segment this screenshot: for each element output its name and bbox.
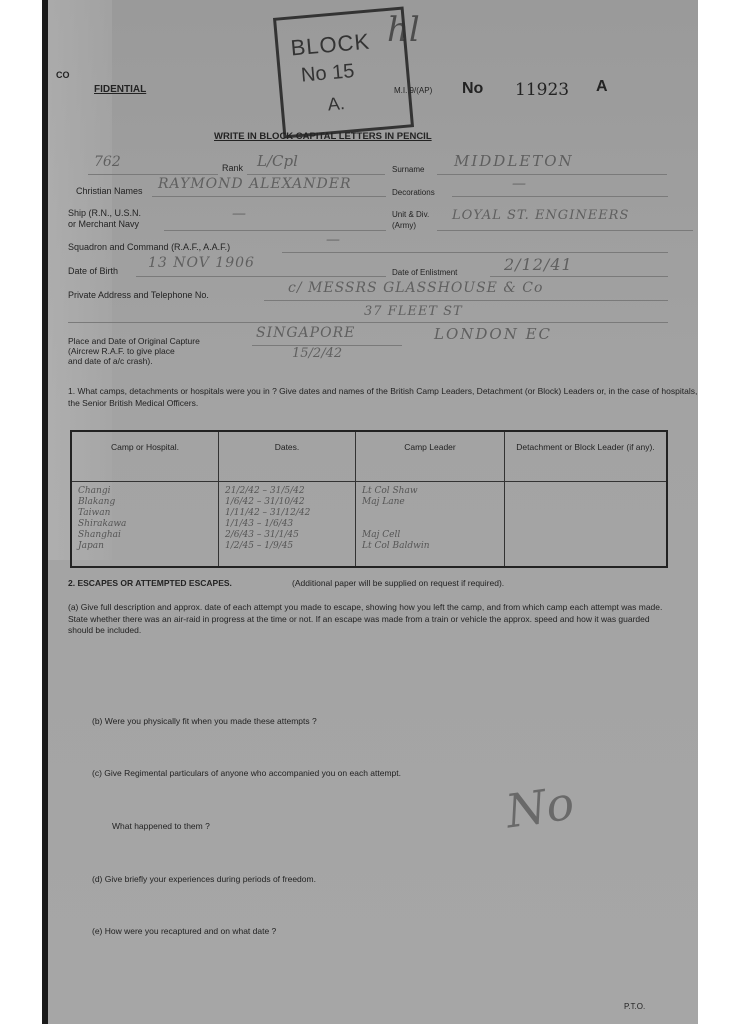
capture-label-3: and date of a/c crash). xyxy=(68,356,153,366)
question-d: (d) Give briefly your experiences during periods of freedom. xyxy=(92,874,316,884)
address-value-1: c/ MESSRS GLASSHOUSE & Co xyxy=(288,280,544,296)
leader-cell xyxy=(362,508,498,519)
col-block-leader-header: Detachment or Block Leader (if any). xyxy=(505,431,668,482)
question-c: (c) Give Regimental particulars of anyone who accompanied you on each attempt. xyxy=(92,768,401,778)
question-c-followup: What happened to them ? xyxy=(112,821,210,831)
section2-note: (Additional paper will be supplied on request if required). xyxy=(292,578,505,588)
confidential-prefix: CO xyxy=(56,70,70,80)
enlistment-value: 2/12/41 xyxy=(504,255,573,274)
address-value-3: LONDON EC xyxy=(434,325,553,343)
address-label: Private Address and Telephone No. xyxy=(68,290,209,300)
unit-label-2: (Army) xyxy=(392,221,416,230)
section1-question: 1. What camps, detachments or hospitals were you in ? Give dates and names of the British Camp Leaders, Detachment (or Block) Leaders or, in the case of hospitals, the Senior British Medical Officers. xyxy=(68,386,698,408)
question-e: (e) How were you recaptured and on what date ? xyxy=(92,926,277,936)
table-cell xyxy=(356,482,505,568)
unit-label-1: Unit & Div. xyxy=(392,210,430,219)
handwritten-initials: hl xyxy=(387,10,420,50)
leader-cell xyxy=(362,519,498,530)
rank-value: L/Cpl xyxy=(257,152,298,170)
decorations-line xyxy=(452,196,668,197)
section2-heading: 2. ESCAPES OR ATTEMPTED ESCAPES. xyxy=(68,578,232,588)
surname-line xyxy=(437,174,667,175)
number-value: 762 xyxy=(94,154,121,170)
dates-cell: 21/2/42 – 31/5/42 xyxy=(225,486,305,496)
christian-names-value: RAYMOND ALEXANDER xyxy=(158,176,352,192)
table-cell xyxy=(505,482,668,568)
dates-cell: 1/2/45 – 1/9/45 xyxy=(225,541,294,551)
col-dates-header: Dates. xyxy=(219,431,356,482)
dob-value: 13 NOV 1906 xyxy=(148,255,255,271)
decorations-value: — xyxy=(512,176,526,192)
christian-names-line xyxy=(152,196,386,197)
decorations-label: Decorations xyxy=(392,188,435,197)
christian-names-label: Christian Names xyxy=(76,186,143,196)
form-code: M.I. 9/(AP) xyxy=(394,86,433,95)
address-value-2: 37 FLEET ST xyxy=(364,304,463,319)
squadron-line xyxy=(282,252,668,253)
capture-label-2: (Aircrew R.A.F. to give place xyxy=(68,346,175,356)
squadron-label: Squadron and Command (R.A.F., A.A.F.) xyxy=(68,242,231,252)
camp-cell: Changi xyxy=(78,486,111,496)
surname-value: MIDDLETON xyxy=(454,152,574,170)
confidential-label: FIDENTIAL xyxy=(94,84,147,95)
dates-cell: 2/6/43 – 31/1/45 xyxy=(225,530,299,540)
capture-place-value: SINGAPORE xyxy=(256,325,356,341)
camp-cell: Shirakawa xyxy=(78,519,127,529)
enlistment-label: Date of Enlistment xyxy=(392,268,458,277)
address-line-1 xyxy=(264,300,668,301)
address-line-2 xyxy=(68,322,668,323)
camp-cell: Taiwan xyxy=(78,508,111,518)
enlistment-line xyxy=(490,276,668,277)
number-label: No xyxy=(462,80,484,97)
pto-label: P.T.O. xyxy=(624,1002,646,1011)
table-cell xyxy=(71,482,219,568)
capture-line xyxy=(252,345,402,346)
stamp-line-1: BLOCK xyxy=(289,28,372,61)
col-camp-header: Camp or Hospital. xyxy=(71,431,219,482)
leader-cell: Maj Cell xyxy=(362,530,401,540)
form-suffix: A xyxy=(596,78,608,95)
dates-cell: 1/11/42 – 31/12/42 xyxy=(225,508,311,518)
camp-cell: Japan xyxy=(78,541,104,551)
table-row xyxy=(71,482,667,568)
dob-line xyxy=(136,276,386,277)
dob-label: Date of Birth xyxy=(68,266,119,276)
unit-value: LOYAL ST. ENGINEERS xyxy=(452,208,630,223)
camp-cell: Shanghai xyxy=(78,530,121,540)
leader-cell: Lt Col Baldwin xyxy=(362,541,430,551)
instruction-heading: WRITE IN BLOCK CAPITAL LETTERS IN PENCIL xyxy=(214,131,432,142)
camp-cell: Blakang xyxy=(78,497,116,507)
col-leader-header: Camp Leader xyxy=(356,431,505,482)
ship-line xyxy=(164,230,386,231)
camps-table-header xyxy=(71,431,667,482)
capture-date-value: 15/2/42 xyxy=(292,346,343,361)
surname-label: Surname xyxy=(392,165,425,174)
page-edge xyxy=(42,0,48,1024)
question-a: (a) Give full description and approx. date of each attempt you made to escape, showing how you left the camp, and from which camp each attempt was made. State whether there was an air-raid in progress at the time or not. If an escape was made from a train or vehicle the approx. speed and how it was guarded should be included. xyxy=(68,602,663,635)
table-cell xyxy=(219,482,356,568)
rank-label: Rank xyxy=(222,163,244,173)
rank-line xyxy=(247,174,385,175)
capture-label-1: Place and Date of Original Capture xyxy=(68,336,200,346)
dates-cell: 1/6/42 – 31/10/42 xyxy=(225,497,305,507)
stamp-line-2: No 15 xyxy=(300,60,356,87)
ship-value: — xyxy=(232,206,246,222)
ship-label-1: Ship (R.N., U.S.N. xyxy=(68,208,142,218)
ship-label-2: or Merchant Navy xyxy=(68,219,140,229)
form-number: 11923 xyxy=(515,80,570,100)
number-line xyxy=(88,174,218,175)
handwritten-answer: No xyxy=(502,775,578,839)
camps-table xyxy=(70,430,668,568)
stamp-line-3: A. xyxy=(326,93,346,115)
squadron-value: — xyxy=(326,232,340,248)
question-b: (b) Were you physically fit when you made these attempts ? xyxy=(92,716,317,726)
dates-cell: 1/1/43 – 1/6/43 xyxy=(225,519,294,529)
leader-cell: Lt Col Shaw xyxy=(362,486,418,496)
leader-cell: Maj Lane xyxy=(362,497,405,507)
unit-line xyxy=(437,230,693,231)
